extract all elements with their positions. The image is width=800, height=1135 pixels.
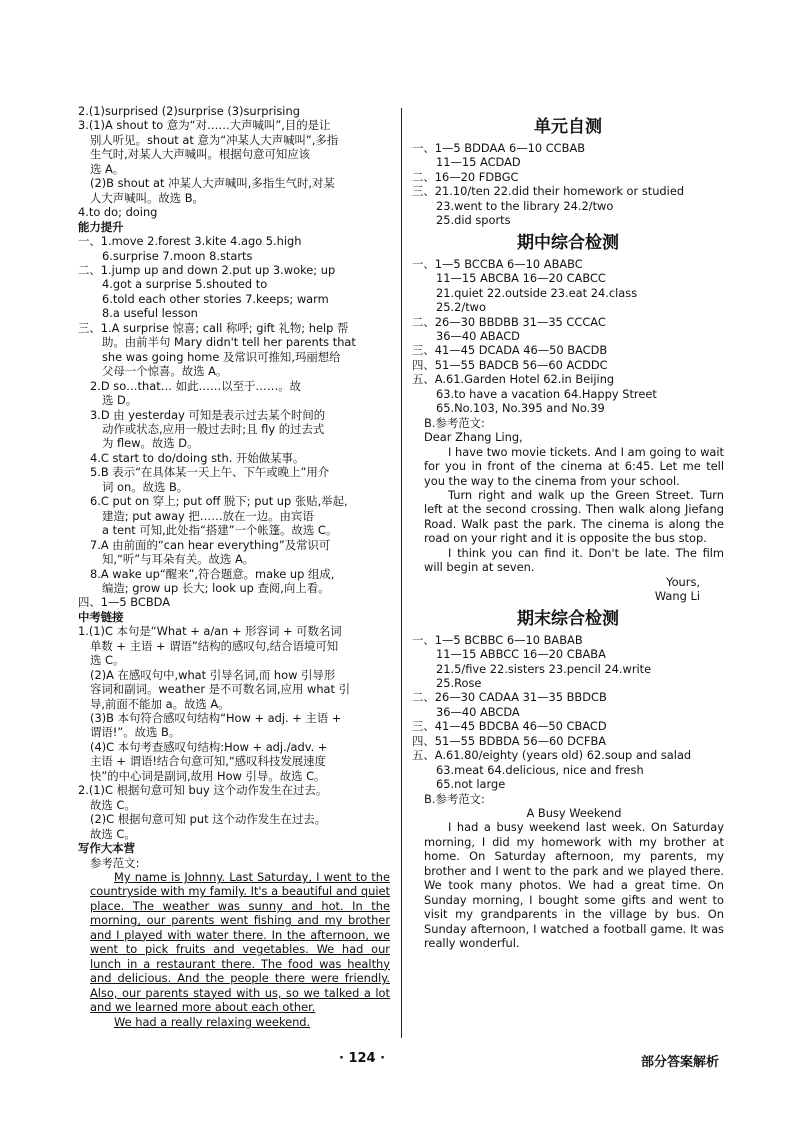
answer-line: Dear Zhang Ling, (424, 430, 523, 445)
answer-line: 五、A.61.Garden Hotel 62.in Beijing (412, 372, 615, 387)
answer-line: 25.Rose (436, 675, 482, 690)
answer-line: 词 on。故选 B。 (102, 479, 189, 494)
answer-line: 5.B 表示“在具体某一天上午、下午或晚上”用介 (90, 465, 330, 480)
answer-line: 65.not large (436, 777, 506, 792)
footer-section-title: 部分答案解析 (641, 1055, 720, 1070)
answer-line: 23.went to the library 24.2/two (436, 198, 614, 213)
answer-line: 三、21.10/ten 22.did their homework or studied (412, 184, 685, 199)
letter-paragraph: I think you can find it. Don't be late. The film will begin at seven. (424, 545, 724, 575)
answer-line: 三、1.A surprise 惊喜; call 称呼; gift 礼物; help 帮 (78, 320, 349, 335)
answer-line: 五、A.61.80/eighty (years old) 62.soup and salad (412, 748, 692, 763)
final-essay (412, 806, 724, 951)
answer-line: 故选 C。 (90, 826, 136, 841)
answer-line: 36—40 ABACD (436, 328, 520, 343)
left-essay (78, 870, 390, 1029)
answer-line: 11—15 ABBCC 16—20 CBABA (436, 647, 606, 662)
answer-line: 二、1.jump up and down 2.put up 3.woke; up (78, 262, 336, 277)
answer-line: 6.told each other stories 7.keeps; warm (102, 291, 329, 306)
answer-line: 一、1—5 BCBBC 6—10 BABAB (412, 632, 583, 647)
answer-line: 快”的中心词是副词,故用 How 引导。故选 C。 (90, 768, 326, 783)
answer-line: 编造; grow up 长大; look up 查阅,向上看。 (102, 580, 330, 595)
answer-line: B.参考范文: (424, 791, 485, 806)
letter-closing: Yours, (666, 574, 700, 589)
page-number: · 124 · (339, 1051, 386, 1066)
answer-line: (2)A 在感叹句中,what 引导名词,而 how 引导形 (90, 667, 336, 682)
answer-line: 8.a useful lesson (102, 306, 198, 321)
answer-line: 2.(1)surprised (2)surprise (3)surprising (78, 104, 300, 118)
section-heading: 中考链接 (78, 609, 124, 624)
answer-line: 单数 + 主语 + 谓语”结构的感叹句,结合语境可知 (90, 638, 339, 653)
answer-line: she was going home 及常识可推知,玛丽想给 (102, 349, 341, 364)
answer-line: 21.5/five 22.sisters 23.pencil 24.write (436, 661, 652, 676)
answer-line: 三、41—45 BDCBA 46—50 CBACD (412, 719, 607, 734)
section-heading: 写作大本营 (78, 841, 135, 856)
answer-line: 父母一个惊喜。故选 A。 (102, 364, 228, 379)
answer-line: 三、41—45 DCADA 46—50 BACDB (412, 343, 608, 358)
unit-test-answers (412, 141, 724, 228)
left-answer-lines (78, 104, 390, 870)
answer-line: 63.to have a vacation 64.Happy Street (436, 386, 657, 401)
unit-test-title: 单元自测 (534, 117, 602, 137)
answer-line: 11—15 ABCBA 16—20 CABCC (436, 271, 606, 286)
answer-line: 谓语!”。故选 B。 (90, 725, 181, 740)
answer-line: 25.2/two (436, 300, 486, 315)
answer-line: 容词和副词。weather 是不可数名词,应用 what 引 (90, 682, 351, 697)
answer-line: 一、1.move 2.forest 3.kite 4.ago 5.high (78, 234, 302, 249)
answer-line: 65.No.103, No.395 and No.39 (436, 401, 605, 416)
answer-line: 11—15 ACDAD (436, 155, 521, 170)
answer-line: 二、26—30 BBDBB 31—35 CCCAC (412, 314, 606, 329)
answer-line: 21.quiet 22.outside 23.eat 24.class (436, 285, 638, 300)
answer-line: 知,“听”与耳朵有关。故选 A。 (102, 552, 255, 567)
right-column (412, 104, 724, 951)
answer-line: 1.(1)C 本句是“What + a/an + 形容词 + 可数名词 (78, 624, 342, 639)
final-exam-title: 期末综合检测 (517, 608, 619, 629)
answer-line: 3.(1)A shout to 意为“对……大声喊叫”,目的是让 (78, 118, 331, 133)
final-exam-answers (412, 633, 724, 806)
letter-signature: Wang Li (654, 589, 700, 604)
answer-line: (2)B shout at 冲某人大声喊叫,多指生气时,对某 (90, 176, 335, 191)
answer-line: 为 flew。故选 D。 (102, 436, 199, 451)
midterm-letter (412, 445, 724, 604)
midterm-title: 期中综合检测 (517, 232, 619, 253)
answer-line: 4.to do; doing (78, 205, 158, 220)
answer-line: 导,前面不能加 a。故选 A。 (90, 696, 230, 711)
answer-line: 63.meat 64.delicious, nice and fresh (436, 762, 644, 777)
section-heading: 能力提升 (78, 219, 124, 234)
essay-title: A Busy Weekend (526, 806, 622, 821)
answer-line: 36—40 ABCDA (436, 704, 520, 719)
answer-line: 四、51—55 BDBDA 56—60 DCFBA (412, 733, 607, 748)
answer-line: 二、16—20 FDBGC (412, 169, 519, 184)
answer-line: 助。由前半句 Mary didn't tell her parents that (102, 335, 356, 350)
answer-line: 25.did sports (436, 213, 511, 228)
answer-line: 选 D。 (102, 393, 138, 408)
answer-line: 4.got a surprise 5.shouted to (102, 277, 268, 292)
answer-line: (2)C 根据句意可知 put 这个动作发生在过去。 (90, 812, 327, 827)
answer-line: a tent 可知,此处指“搭建”一个帐篷。故选 C。 (102, 523, 338, 538)
answer-line: 人大声喊叫。故选 B。 (90, 190, 204, 205)
answer-line: 4.C start to do/doing sth. 开始做某事。 (90, 450, 305, 465)
answer-line: (4)C 本句考查感叹句结构:How + adj./adv. + (90, 739, 328, 754)
answer-line: 6.C put on 穿上; put off 脱下; put up 张贴,举起, (90, 494, 348, 509)
answer-line: 一、1—5 BCCBA 6—10 ABABC (412, 256, 583, 271)
answer-line: 6.surprise 7.moon 8.starts (102, 248, 253, 263)
answer-line: 二、26—30 CADAA 31—35 BBDCB (412, 690, 607, 705)
answer-line: 故选 C。 (90, 797, 136, 812)
answer-line: 3.D 由 yesterday 可知是表示过去某个时间的 (90, 407, 326, 422)
answer-line: 一、1—5 BDDAA 6—10 CCBAB (412, 141, 586, 155)
essay-body: I had a busy weekend last week. On Saturday morning, I did my homework with my brother at home. On Saturday afternoon, my parents, my brother and I went to the park and we played there. We took many photos. We had a great time. On Sunday morning, I bought some gifts and went to visit my grandparents in the village by bus. On Sunday afternoon, I watched a football game. It was really wonderful. (424, 820, 724, 951)
letter-paragraph: I have two movie tickets. And I am going to wait for you in front of the cinema at 6:45. Let me tell you the way to the cinema from your school. (424, 444, 724, 488)
answer-line: 选 C。 (90, 653, 125, 668)
answer-line: (3)B 本句符合感叹句结构“How + adj. + 主语 + (90, 711, 342, 726)
answer-line: 动作或状态,应用一般过去时;且 fly 的过去式 (102, 421, 325, 436)
essay-conclusion: We had a really relaxing weekend. (114, 1014, 311, 1029)
answer-line: 参考范文: (90, 855, 140, 870)
answer-line: B.参考范文: (424, 415, 485, 430)
answer-line: 四、1—5 BCBDA (78, 595, 171, 610)
answer-line: 2.D so…that… 如此……以至于……。故 (90, 378, 301, 393)
answer-line: 建造; put away 把……放在一边。由宾语 (102, 508, 314, 523)
answer-line: 四、51—55 BADCB 56—60 ACDDC (412, 357, 608, 372)
answer-line: 2.(1)C 根据句意可知 buy 这个动作发生在过去。 (78, 783, 328, 798)
column-divider (401, 108, 402, 1038)
answer-line: 选 A。 (90, 161, 125, 176)
answer-line: 别人听见。shout at 意为“冲某人大声喊叫”,多指 (90, 132, 339, 147)
essay-body: My name is Johnny. Last Saturday, I went to the countryside with my family. It's a beautiful and quiet place. The weather was sunny and hot. In the morning, our parents went fishing and my brother and I played with water there. In the afternoon, we went to pick fruits and vegetables. We had our lunch in a restaurant there. The food was healthy and delicious. And the people there were friendly. Also, our parents stayed with us, so we talked a lot and we learned more about each other. (90, 870, 390, 1015)
letter-paragraph: Turn right and walk up the Green Street. Turn left at the second crossing. Then walk along Jiefang Road. Walk past the park. The cinema is along the road on your right and it is opposite the bus stop. (424, 487, 724, 546)
left-column (78, 104, 390, 1029)
answer-line: 主语 + 谓语!结合句意可知,“感叹科技发展速度 (90, 754, 326, 769)
midterm-answers (412, 257, 724, 445)
answer-line: 8.A wake up“醒来”,符合题意。make up 组成, (90, 566, 335, 581)
answer-line: 7.A 由前面的“can hear everything”及常识可 (90, 537, 331, 552)
answer-line: 生气时,对某人大声喊叫。根据句意可知应该 (90, 147, 311, 162)
